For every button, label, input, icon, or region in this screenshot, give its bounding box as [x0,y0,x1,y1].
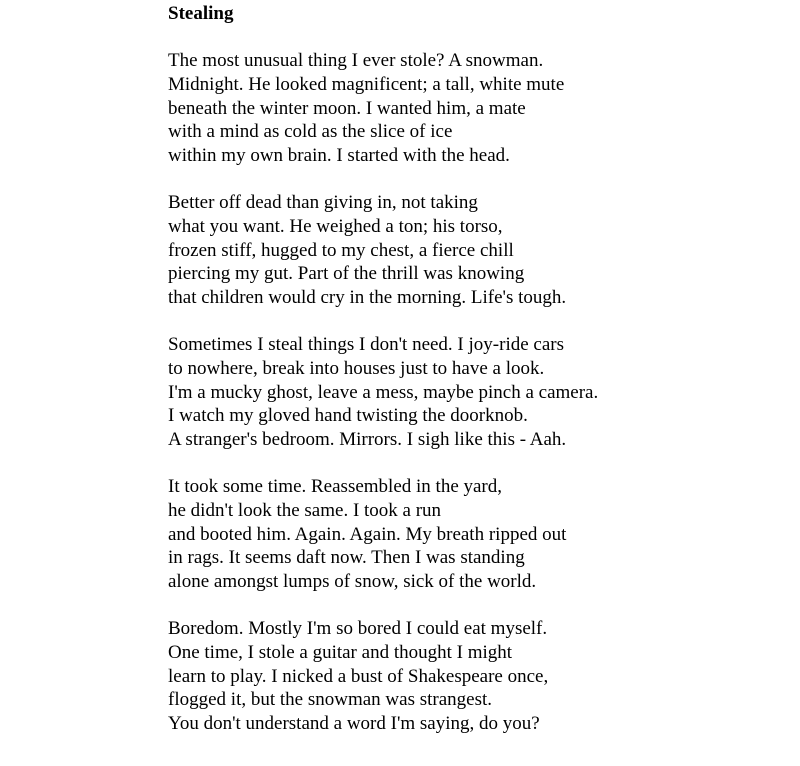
stanza [168,617,788,736]
poem-line: flogged it, but the snowman was strangest. [168,689,493,711]
poem-line: frozen stiff, hugged to my chest, a fierce chill [168,239,514,261]
stanza [168,49,788,168]
poem-line: beneath the winter moon. I wanted him, a mate [168,97,526,119]
poem-line: learn to play. I nicked a bust of Shakespeare once, [168,665,549,687]
poem-page [168,2,788,759]
poem-line: Boredom. Mostly I'm so bored I could eat myself. [168,617,548,639]
poem-line: A stranger's bedroom. Mirrors. I sigh like this - Aah. [168,429,567,451]
poem-line: Sometimes I steal things I don't need. I joy-ride cars [168,333,564,355]
poem-line: alone amongst lumps of snow, sick of the world. [168,571,537,593]
stanza [168,475,788,594]
poem-line: within my own brain. I started with the head. [168,145,510,167]
poem-line: what you want. He weighed a ton; his torso, [168,215,503,237]
poem-line: It took some time. Reassembled in the yard, [168,475,503,497]
poem-line: and booted him. Again. Again. My breath ripped out [168,523,567,545]
poem-line: The most unusual thing I ever stole? A snowman. [168,50,544,71]
poem-line: he didn't look the same. I took a run [168,499,442,521]
poem-line: Midnight. He looked magnificent; a tall, white mute [168,73,565,95]
stanza [168,191,788,310]
poem-line: piercing my gut. Part of the thrill was knowing [168,263,525,285]
poem-line: I watch my gloved hand twisting the doorknob. [168,405,528,427]
poem-line: One time, I stole a guitar and thought I might [168,641,513,663]
poem-line: Better off dead than giving in, not taking [168,191,478,213]
poem-line: that children would cry in the morning. Life's tough. [168,287,567,309]
poem-line: I'm a mucky ghost, leave a mess, maybe pinch a camera. [168,381,599,403]
poem-line: You don't understand a word I'm saying, do you? [168,713,540,735]
poem-line: in rags. It seems daft now. Then I was standing [168,547,525,569]
poem-title: Stealing [168,3,234,24]
poem-line: with a mind as cold as the slice of ice [168,121,453,143]
poem-line: to nowhere, break into houses just to have a look. [168,357,545,379]
stanza [168,333,788,452]
